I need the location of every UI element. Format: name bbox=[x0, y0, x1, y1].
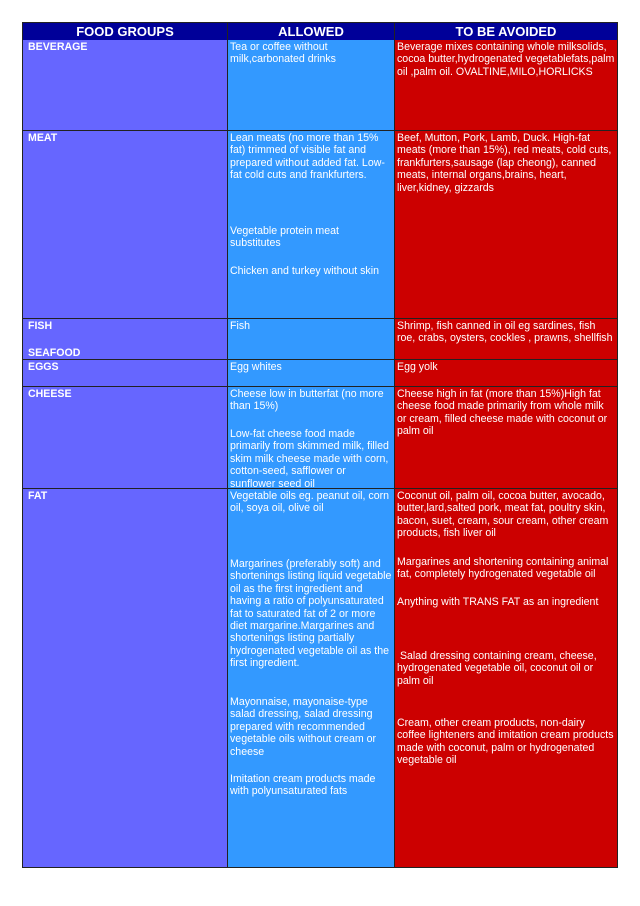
header-food-groups: FOOD GROUPS bbox=[23, 23, 228, 40]
row-fish-allowed bbox=[228, 319, 395, 360]
header-to-be-avoided: TO BE AVOIDED bbox=[395, 23, 617, 40]
header-allowed: ALLOWED bbox=[228, 23, 395, 40]
row-cheese-allowed bbox=[228, 387, 395, 489]
group-label: SEAFOOD bbox=[28, 347, 81, 359]
avoided-text: Cream, other cream products, non-dairy coffee lighteners and imitation cream products made with coconut, palm or hydrogenated vegetable oil bbox=[397, 717, 614, 767]
row-fat-allowed bbox=[228, 489, 395, 867]
allowed-text: Cheese low in butterfat (no more than 15%) bbox=[230, 388, 384, 413]
allowed-text: Fish bbox=[230, 320, 251, 332]
avoided-text: Beef, Mutton, Pork, Lamb, Duck. High-fat meats (more than 15%), red meats, cold cuts, frankfurters,sausage (lap cheong), canned meats, internal organs,brains, heart, liver,kidney, gizzards bbox=[397, 132, 612, 194]
row-beverage-avoided bbox=[395, 40, 617, 131]
avoided-text: Margarines and shortening containing animal fat, completely hydrogenated vegetable oil bbox=[397, 556, 609, 581]
row-meat-group bbox=[23, 131, 228, 319]
allowed-text: Vegetable protein meat substitutes bbox=[230, 225, 339, 250]
avoided-text: Cheese high in fat (more than 15%)High fat cheese food made primarily from whole milk or cream, filled cheese made with coconut or palm oil bbox=[397, 388, 608, 438]
group-label: CHEESE bbox=[28, 388, 72, 400]
avoided-text: Coconut oil, palm oil, cocoa butter, avocado, butter,lard,salted pork, meat fat, poultry skin, bacon, suet, cream, sour cream, other cream products, fish liver oil bbox=[397, 490, 609, 540]
allowed-text: Imitation cream products made with polyunsaturated fats bbox=[230, 773, 376, 798]
row-eggs-allowed bbox=[228, 360, 395, 387]
allowed-text: Mayonnaise, mayonaise-type salad dressing, salad dressing prepared with recommended vegetable oils without cream or cheese bbox=[230, 696, 377, 758]
row-fat-avoided bbox=[395, 489, 617, 867]
avoided-text: Salad dressing containing cream, cheese, hydrogenated vegetable oil, coconut oil or palm oil bbox=[397, 650, 600, 687]
row-beverage-group bbox=[23, 40, 228, 131]
row-cheese-avoided bbox=[395, 387, 617, 489]
row-eggs-avoided bbox=[395, 360, 617, 387]
row-beverage-allowed bbox=[228, 40, 395, 131]
allowed-text: Low-fat cheese food made primarily from skimmed milk, filled skim milk cheese made with corn, cotton-seed, safflower or sunflower seed oil bbox=[230, 428, 389, 489]
row-fish-group bbox=[23, 319, 228, 360]
row-meat-avoided bbox=[395, 131, 617, 319]
avoided-text: Egg yolk bbox=[397, 361, 438, 373]
group-label: FISH bbox=[28, 320, 53, 332]
allowed-text: Vegetable oils eg. peanut oil, corn oil, soya oil, olive oil bbox=[230, 490, 390, 515]
row-meat-allowed bbox=[228, 131, 395, 319]
row-eggs-group bbox=[23, 360, 228, 387]
row-fat-group bbox=[23, 489, 228, 867]
allowed-text: Egg whites bbox=[230, 361, 282, 373]
row-fish-avoided bbox=[395, 319, 617, 360]
avoided-text: Shrimp, fish canned in oil eg sardines, fish roe, crabs, oysters, cockles , prawns, shellfish bbox=[397, 320, 613, 345]
food-groups-table bbox=[22, 22, 618, 868]
row-cheese-group bbox=[23, 387, 228, 489]
group-label: MEAT bbox=[28, 132, 58, 144]
allowed-text: Tea or coffee without milk,carbonated drinks bbox=[230, 41, 336, 66]
allowed-text: Lean meats (no more than 15% fat) trimmed of visible fat and prepared without added fat. Low-fat cold cuts and frankfurters. bbox=[230, 132, 385, 182]
allowed-text: Margarines (preferably soft) and shortenings listing liquid vegetable oil as the first ingredient and having a ratio of polyunsaturated fat to saturated fat of 2 or more diet margarine.Margarines and shortenings listing partially hydrogenated vegetable oil as the first ingredient. bbox=[230, 558, 392, 670]
avoided-text: Anything with TRANS FAT as an ingredient bbox=[397, 596, 599, 608]
allowed-text: Chicken and turkey without skin bbox=[230, 265, 379, 277]
avoided-text: Beverage mixes containing whole milksolids, cocoa butter,hydrogenated vegetablefats,palm oil ,palm oil. OVALTINE,MILO,HORLICKS bbox=[397, 41, 615, 78]
group-label: BEVERAGE bbox=[28, 41, 88, 53]
group-label: FAT bbox=[28, 490, 48, 502]
group-label: EGGS bbox=[28, 361, 59, 373]
